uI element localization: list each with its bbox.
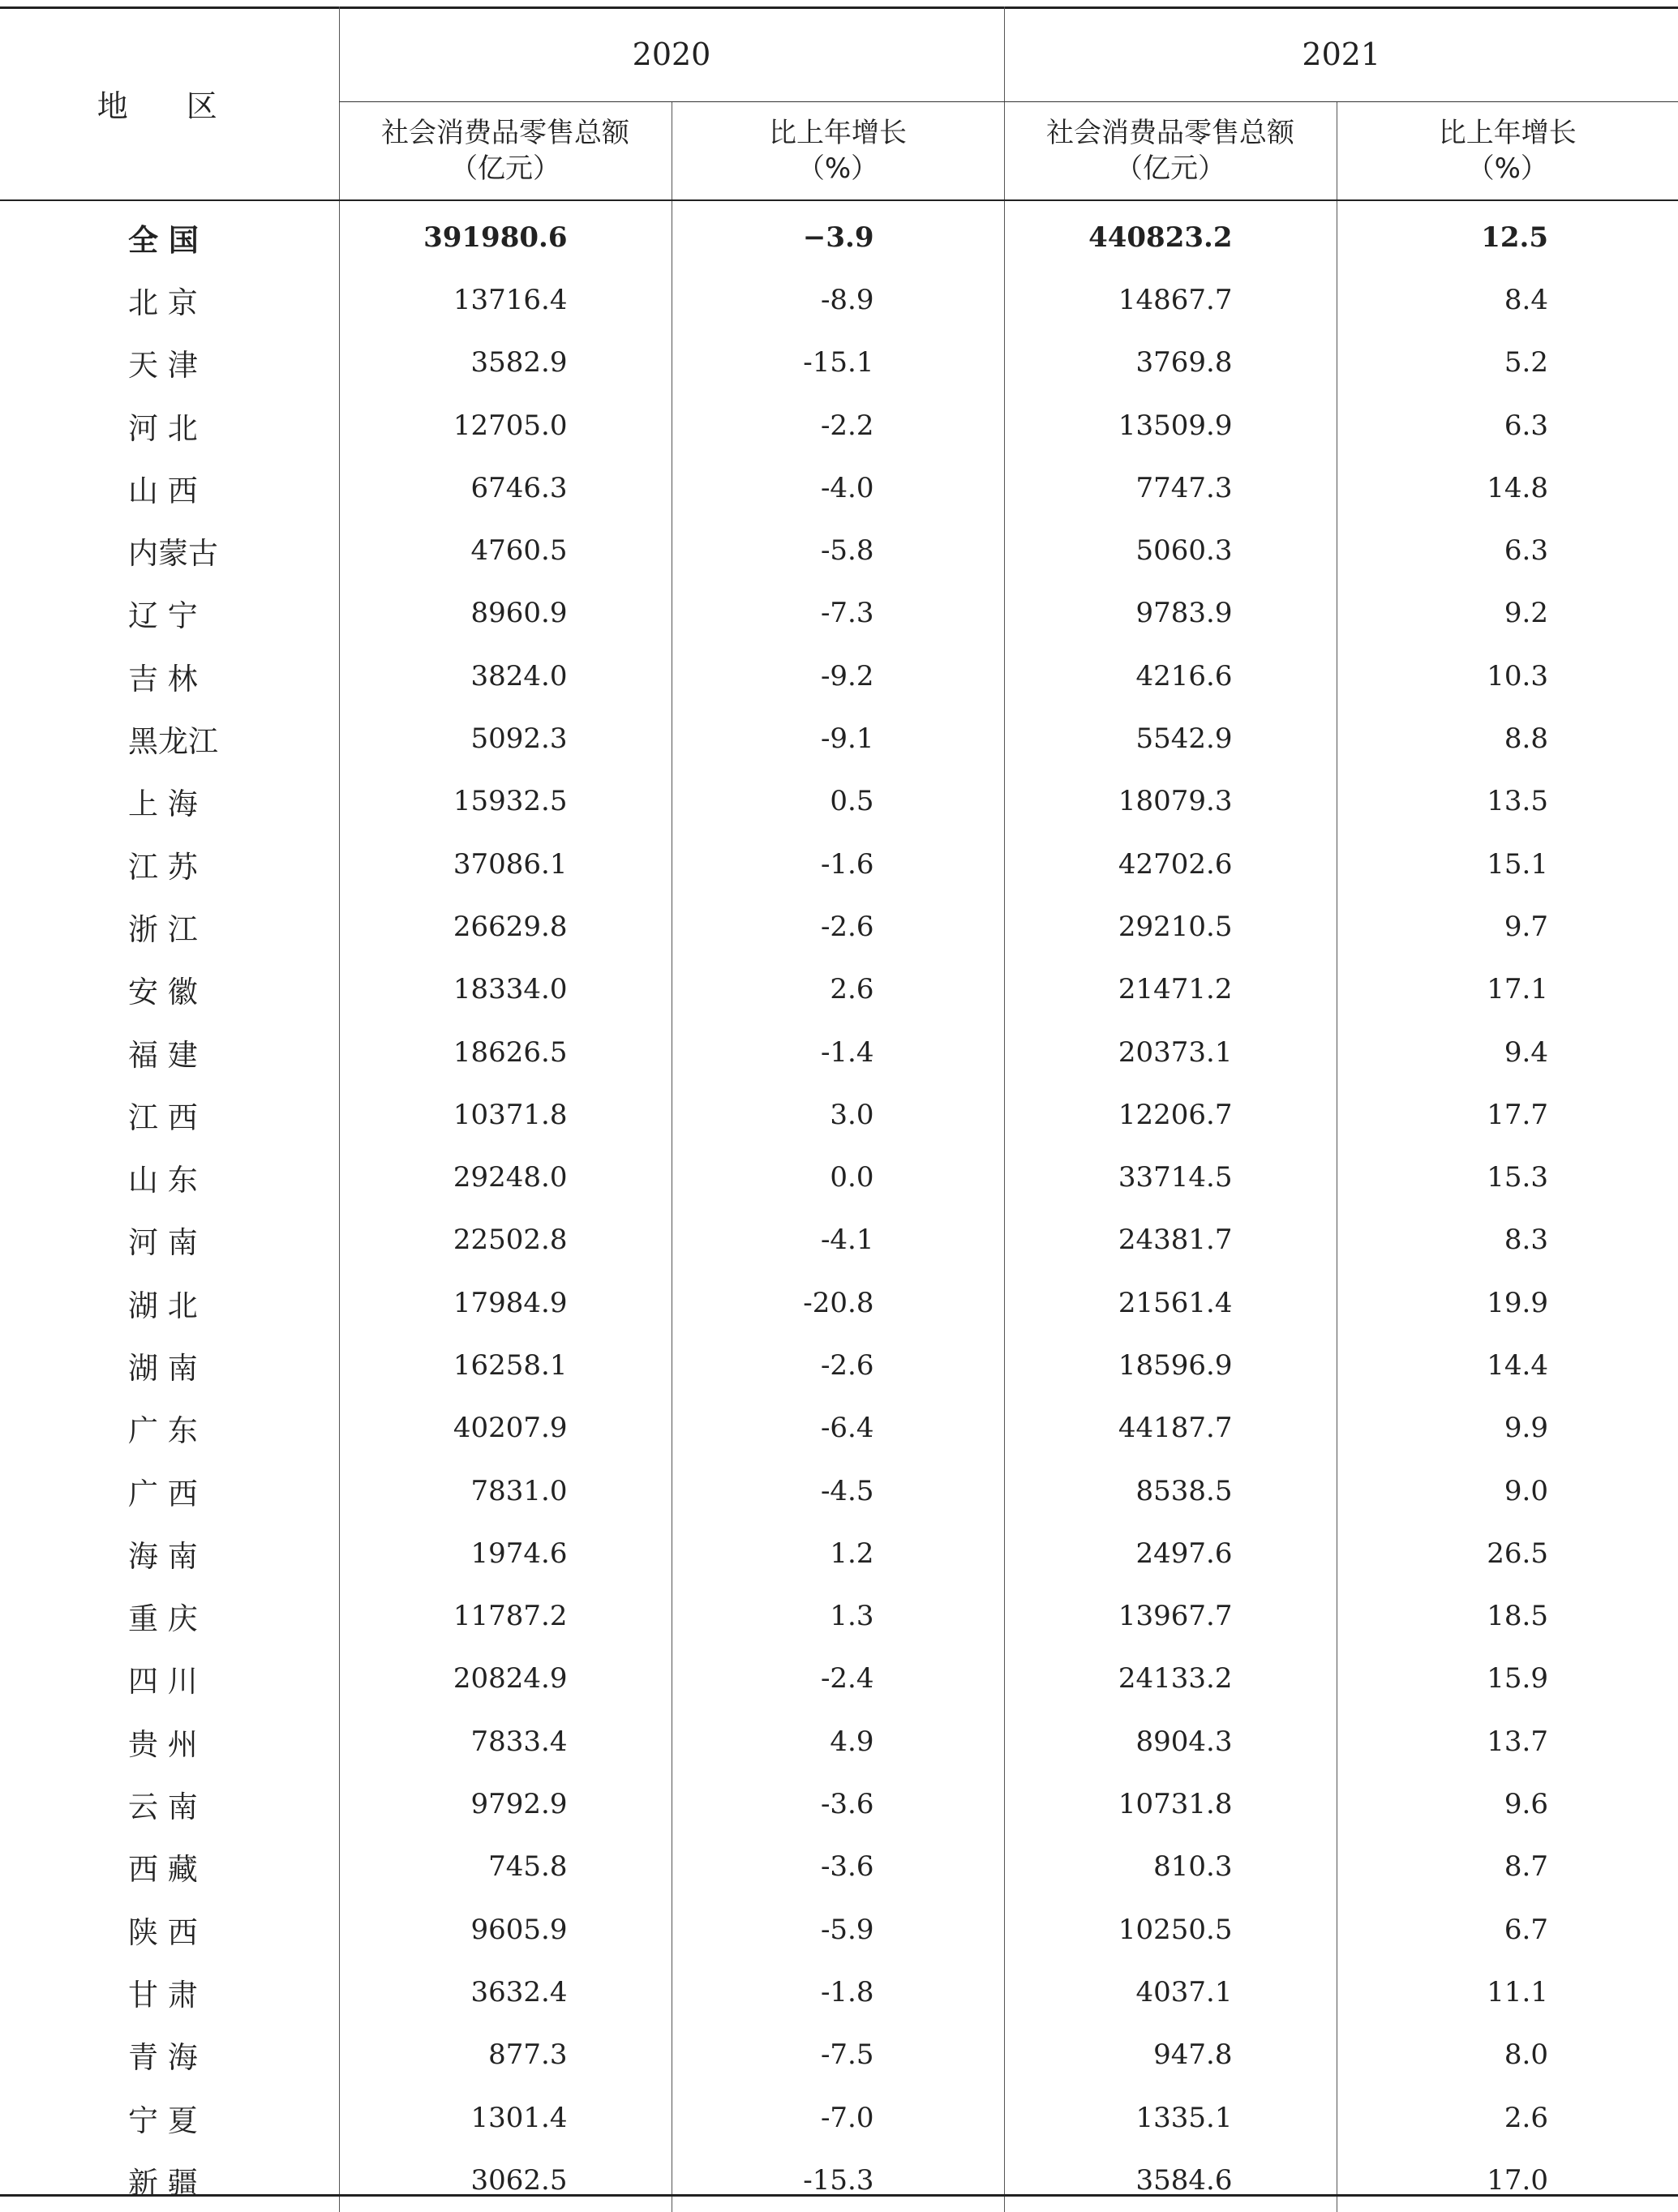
growth-2020-cell: -7.3 (672, 582, 1004, 645)
region-cell: 全 国 (128, 222, 199, 258)
table-row (0, 582, 1678, 645)
growth-2021-header-line1: 比上年增长 (1438, 117, 1577, 149)
sales-2020-cell: 7833.4 (339, 1710, 672, 1773)
table-row (0, 1648, 1678, 1710)
table-row (0, 1460, 1678, 1522)
sales-2021-cell: 14867.7 (1004, 268, 1337, 331)
table-row (0, 2149, 1678, 2211)
region-cell: 甘 肃 (128, 1977, 198, 2013)
growth-2021-cell: 13.5 (1337, 770, 1678, 833)
region-cell: 西 藏 (128, 1852, 198, 1888)
sales-2021-header-line1: 社会消费品零售总额 (1046, 117, 1294, 149)
growth-2021-cell: 15.9 (1337, 1648, 1678, 1710)
region-cell: 山 东 (128, 1163, 198, 1198)
sales-2021-cell: 13509.9 (1004, 394, 1337, 457)
sales-2021-cell: 20373.1 (1004, 1021, 1337, 1083)
growth-2020-cell: -20.8 (672, 1271, 1004, 1334)
table-row (0, 1334, 1678, 1396)
sales-2021-cell: 44187.7 (1004, 1397, 1337, 1460)
table-header (0, 6, 1678, 200)
sales-2021-cell: 947.8 (1004, 2024, 1337, 2086)
growth-2021-cell: 19.9 (1337, 1271, 1678, 1334)
table-row (0, 1083, 1678, 1146)
sales-2021-cell: 33714.5 (1004, 1146, 1337, 1208)
sales-2021-cell: 18079.3 (1004, 770, 1337, 833)
growth-2021-cell: 17.0 (1337, 2149, 1678, 2211)
table-row (0, 1397, 1678, 1460)
sales-2020-cell: 26629.8 (339, 895, 672, 958)
sales-2021-cell: 21561.4 (1004, 1271, 1337, 1334)
growth-2020-cell: -6.4 (672, 1397, 1004, 1460)
growth-2020-cell: 0.5 (672, 770, 1004, 833)
region-cell: 浙 江 (128, 911, 198, 947)
sales-2020-cell: 11787.2 (339, 1585, 672, 1648)
growth-2020-cell: -5.9 (672, 1898, 1004, 1961)
growth-2020-cell: -1.8 (672, 1961, 1004, 2023)
growth-2021-cell: 17.1 (1337, 958, 1678, 1021)
sales-2020-cell: 18626.5 (339, 1021, 672, 1083)
region-cell: 广 西 (128, 1476, 198, 1511)
sales-2020-cell: 17984.9 (339, 1271, 672, 1334)
region-cell: 山 西 (128, 473, 198, 508)
table-row (0, 1585, 1678, 1648)
sales-2021-cell: 4037.1 (1004, 1961, 1337, 2023)
sales-2020-cell: 13716.4 (339, 268, 672, 331)
sales-2020-cell: 1974.6 (339, 1522, 672, 1584)
region-cell: 辽 宁 (128, 598, 198, 634)
growth-2021-cell: 8.8 (1337, 707, 1678, 769)
growth-2021-cell: 14.4 (1337, 1334, 1678, 1396)
sales-2021-cell: 18596.9 (1004, 1334, 1337, 1396)
sales-2020-cell: 37086.1 (339, 833, 672, 895)
table-row (0, 1961, 1678, 2023)
table-row (0, 519, 1678, 581)
sales-2021-cell: 440823.2 (1004, 200, 1337, 268)
sales-2020-cell: 3824.0 (339, 645, 672, 707)
region-header: 地 区 (0, 6, 339, 200)
region-cell: 广 东 (128, 1413, 198, 1449)
growth-2020-header-line1: 比上年增长 (769, 117, 907, 149)
growth-2020-cell: -2.2 (672, 394, 1004, 457)
region-cell: 黑龙江 (128, 724, 218, 760)
region-cell: 河 南 (128, 1225, 198, 1261)
sales-2020-cell: 1301.4 (339, 2086, 672, 2149)
region-cell: 陕 西 (128, 1914, 198, 1950)
growth-2020-cell: -1.4 (672, 1021, 1004, 1083)
region-cell: 贵 州 (128, 1726, 198, 1762)
table-row (0, 1209, 1678, 1271)
table-row (0, 707, 1678, 769)
sales-2020-cell: 22502.8 (339, 1209, 672, 1271)
growth-2020-cell: 2.6 (672, 958, 1004, 1021)
sales-2021-cell: 8538.5 (1004, 1460, 1337, 1522)
growth-2021-cell: 9.7 (1337, 895, 1678, 958)
growth-2021-cell: 13.7 (1337, 1710, 1678, 1773)
region-cell: 吉 林 (128, 661, 198, 697)
region-cell: 福 建 (128, 1037, 198, 1073)
sales-2021-cell: 5060.3 (1004, 519, 1337, 581)
growth-2021-cell: 15.3 (1337, 1146, 1678, 1208)
sales-2021-cell: 7747.3 (1004, 457, 1337, 519)
region-cell: 安 徽 (128, 975, 198, 1010)
growth-2021-cell: 8.4 (1337, 268, 1678, 331)
growth-2021-cell: 18.5 (1337, 1585, 1678, 1648)
sales-2020-cell: 29248.0 (339, 1146, 672, 1208)
sales-2020-header-line1: 社会消费品零售总额 (381, 117, 629, 149)
sales-2020-cell: 5092.3 (339, 707, 672, 769)
sales-2021-cell: 810.3 (1004, 1836, 1337, 1898)
growth-2020-cell: -15.3 (672, 2149, 1004, 2211)
table-row (0, 2086, 1678, 2149)
growth-2021-cell: 9.4 (1337, 1021, 1678, 1083)
sales-2020-cell: 6746.3 (339, 457, 672, 519)
region-cell: 青 海 (128, 2040, 198, 2076)
region-cell: 湖 北 (128, 1288, 198, 1323)
growth-2021-cell: 8.3 (1337, 1209, 1678, 1271)
sales-2020-cell: 18334.0 (339, 958, 672, 1021)
growth-2020-cell: -3.6 (672, 1773, 1004, 1835)
sales-2020-cell: 7831.0 (339, 1460, 672, 1522)
sales-2021-cell: 3769.8 (1004, 332, 1337, 394)
growth-2020-cell: -7.5 (672, 2024, 1004, 2086)
sales-2021-cell: 8904.3 (1004, 1710, 1337, 1773)
growth-2021-cell: 9.2 (1337, 582, 1678, 645)
table-row (0, 770, 1678, 833)
sales-2020-cell: 20824.9 (339, 1648, 672, 1710)
table-row (0, 268, 1678, 331)
growth-2021-cell: 6.7 (1337, 1898, 1678, 1961)
growth-2021-cell: 12.5 (1337, 200, 1678, 268)
sales-2021-cell: 5542.9 (1004, 707, 1337, 769)
sales-2020-cell: 391980.6 (339, 200, 672, 268)
sales-2020-cell: 16258.1 (339, 1334, 672, 1396)
growth-2021-cell: 6.3 (1337, 519, 1678, 581)
region-cell: 四 川 (128, 1664, 198, 1700)
sales-2020-cell: 4760.5 (339, 519, 672, 581)
region-cell: 江 苏 (128, 849, 198, 885)
sales-2021-cell: 4216.6 (1004, 645, 1337, 707)
growth-2021-cell: 11.1 (1337, 1961, 1678, 2023)
bottom-rule (0, 2194, 1678, 2197)
growth-2021-cell: 9.9 (1337, 1397, 1678, 1460)
sales-2021-cell: 29210.5 (1004, 895, 1337, 958)
growth-2020-header-line2: （%） (796, 152, 879, 185)
region-cell: 内蒙古 (128, 536, 218, 572)
sales-2020-cell: 9792.9 (339, 1773, 672, 1835)
sales-2021-header (1004, 102, 1337, 201)
sales-2020-cell: 8960.9 (339, 582, 672, 645)
region-cell: 新 疆 (128, 2165, 198, 2201)
growth-2020-cell: 3.0 (672, 1083, 1004, 1146)
growth-2020-cell: -8.9 (672, 268, 1004, 331)
sales-2020-cell: 3632.4 (339, 1961, 672, 2023)
table-row (0, 1146, 1678, 1208)
table-row (0, 833, 1678, 895)
sales-2020-header-line2: （亿元） (450, 152, 560, 185)
table-row (0, 1271, 1678, 1334)
table-row (0, 1522, 1678, 1584)
growth-2020-cell: -9.1 (672, 707, 1004, 769)
growth-2021-header-line2: （%） (1466, 152, 1548, 185)
growth-2020-cell: -2.4 (672, 1648, 1004, 1710)
growth-2021-cell: 9.0 (1337, 1460, 1678, 1522)
sales-2021-cell: 24133.2 (1004, 1648, 1337, 1710)
sales-2021-cell: 21471.2 (1004, 958, 1337, 1021)
growth-2021-cell: 8.7 (1337, 1836, 1678, 1898)
sales-2020-cell: 877.3 (339, 2024, 672, 2086)
table-row (0, 958, 1678, 1021)
table-row (0, 394, 1678, 457)
sales-2021-cell: 12206.7 (1004, 1083, 1337, 1146)
sales-2020-cell: 9605.9 (339, 1898, 672, 1961)
sales-2020-cell: 40207.9 (339, 1397, 672, 1460)
sales-2021-cell: 13967.7 (1004, 1585, 1337, 1648)
sales-2020-header (339, 102, 672, 201)
sales-2020-cell: 10371.8 (339, 1083, 672, 1146)
growth-2021-cell: 10.3 (1337, 645, 1678, 707)
sales-2021-cell: 1335.1 (1004, 2086, 1337, 2149)
growth-2020-cell: -3.6 (672, 1836, 1004, 1898)
region-cell: 北 京 (128, 285, 198, 320)
sales-2021-header-line2: （亿元） (1115, 152, 1225, 185)
growth-2020-cell: 1.3 (672, 1585, 1004, 1648)
growth-2021-cell: 9.6 (1337, 1773, 1678, 1835)
sales-2021-cell: 42702.6 (1004, 833, 1337, 895)
region-cell: 江 西 (128, 1100, 198, 1135)
sales-2021-cell: 2497.6 (1004, 1522, 1337, 1584)
table-row (0, 1021, 1678, 1083)
growth-2020-cell: -4.5 (672, 1460, 1004, 1522)
growth-2020-cell: 0.0 (672, 1146, 1004, 1208)
growth-2020-header (672, 102, 1004, 201)
growth-2021-cell: 14.8 (1337, 457, 1678, 519)
region-cell: 重 庆 (128, 1601, 198, 1637)
growth-2020-cell: -5.8 (672, 519, 1004, 581)
table-body (0, 200, 1678, 2212)
growth-2021-cell: 6.3 (1337, 394, 1678, 457)
table-row (0, 457, 1678, 519)
table-row (0, 1773, 1678, 1835)
region-cell: 云 南 (128, 1790, 198, 1825)
table-row (0, 645, 1678, 707)
table-row (0, 2024, 1678, 2086)
sales-2021-cell: 10731.8 (1004, 1773, 1337, 1835)
year-2021-header: 2021 (1004, 6, 1678, 102)
growth-2020-cell: -2.6 (672, 1334, 1004, 1396)
sales-2020-cell: 3582.9 (339, 332, 672, 394)
growth-2021-cell: 2.6 (1337, 2086, 1678, 2149)
growth-2020-cell: -1.6 (672, 833, 1004, 895)
growth-2020-cell: -4.1 (672, 1209, 1004, 1271)
growth-2020-cell: -2.6 (672, 895, 1004, 958)
growth-2021-cell: 15.1 (1337, 833, 1678, 895)
growth-2020-cell: 1.2 (672, 1522, 1004, 1584)
sales-2021-cell: 24381.7 (1004, 1209, 1337, 1271)
region-cell: 河 北 (128, 410, 198, 446)
table-row (0, 1836, 1678, 1898)
sales-2020-cell: 3062.5 (339, 2149, 672, 2211)
growth-2021-cell: 8.0 (1337, 2024, 1678, 2086)
sales-2021-cell: 9783.9 (1004, 582, 1337, 645)
growth-2020-cell: −3.9 (672, 200, 1004, 268)
growth-2020-cell: -9.2 (672, 645, 1004, 707)
sales-2020-cell: 12705.0 (339, 394, 672, 457)
region-cell: 天 津 (128, 348, 198, 384)
year-2020-header: 2020 (339, 6, 1004, 102)
growth-2020-cell: 4.9 (672, 1710, 1004, 1773)
table-row (0, 332, 1678, 394)
region-cell: 海 南 (128, 1538, 198, 1574)
table-row (0, 895, 1678, 958)
region-cell: 上 海 (128, 787, 198, 822)
sales-2020-cell: 745.8 (339, 1836, 672, 1898)
growth-2021-cell: 17.7 (1337, 1083, 1678, 1146)
growth-2020-cell: -4.0 (672, 457, 1004, 519)
sales-2021-cell: 3584.6 (1004, 2149, 1337, 2211)
growth-2021-header (1337, 102, 1678, 201)
growth-2020-cell: -15.1 (672, 332, 1004, 394)
growth-2020-cell: -7.0 (672, 2086, 1004, 2149)
region-cell: 宁 夏 (128, 2103, 198, 2138)
table-row (0, 1898, 1678, 1961)
growth-2021-cell: 5.2 (1337, 332, 1678, 394)
sales-2020-cell: 15932.5 (339, 770, 672, 833)
region-cell: 湖 南 (128, 1350, 198, 1386)
retail-sales-table (0, 6, 1678, 2212)
sales-2021-cell: 10250.5 (1004, 1898, 1337, 1961)
table-row (0, 1710, 1678, 1773)
growth-2021-cell: 26.5 (1337, 1522, 1678, 1584)
table-row-total (0, 200, 1678, 268)
